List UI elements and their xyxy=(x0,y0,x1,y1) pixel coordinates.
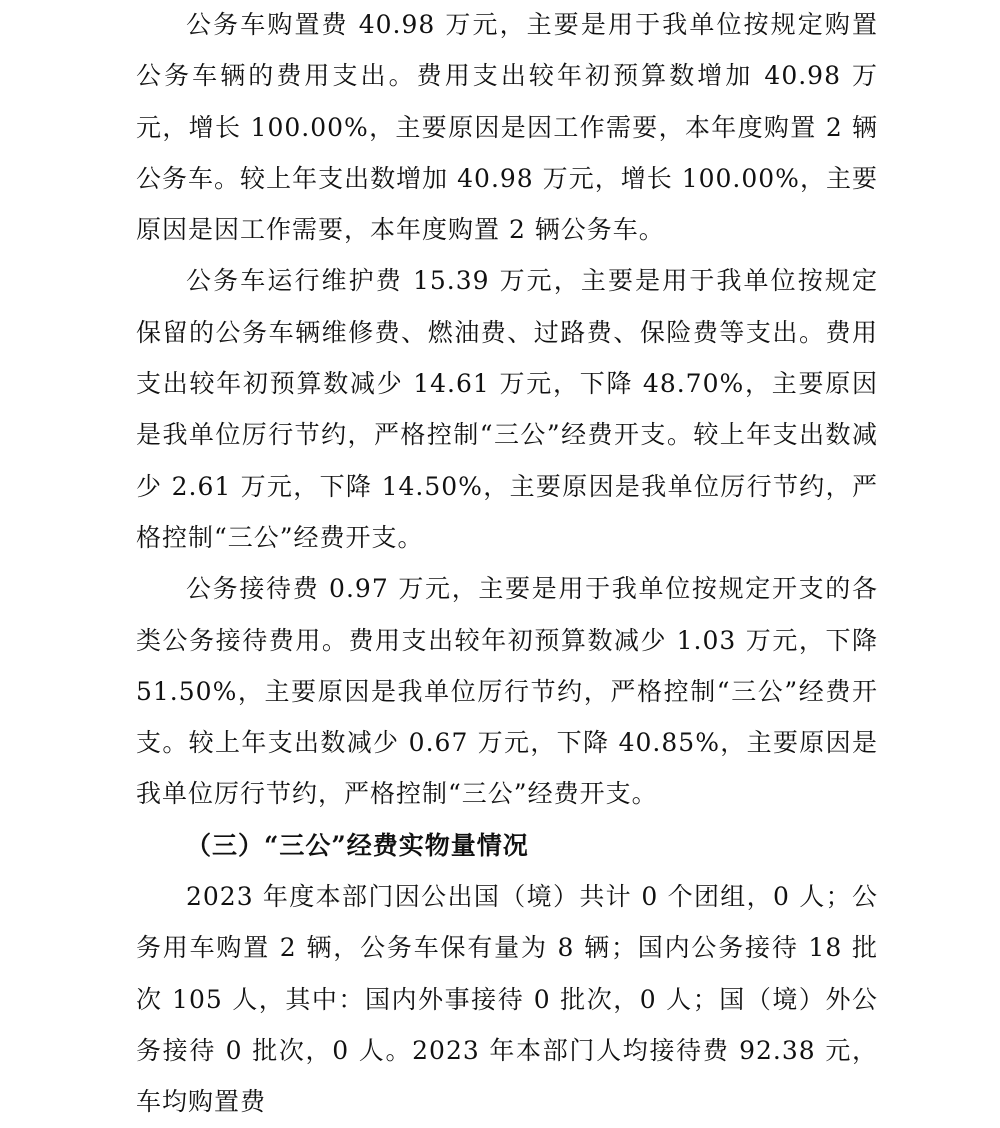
document-page xyxy=(136,0,878,1128)
paragraph-vehicle-maintenance: 公务车运行维护费 15.39 万元，主要是用于我单位按规定保留的公务车辆维修费、燃油费、过路费、保险费等支出。费用支出较年初预算数减少 14.61 万元，下降 48.70%，主要原因是我单位厉行节约，严格控制“三公”经费开支。较上年支出数减少 2.61 万元，下降 14.50%，主要原因是我单位厉行节约，严格控制“三公”经费开支。 xyxy=(136,266,878,552)
paragraph-reception-fee: 公务接待费 0.97 万元，主要是用于我单位按规定开支的各类公务接待费用。费用支出较年初预算数减少 1.03 万元，下降 51.50%，主要原因是我单位厉行节约，严格控制“三公”经费开支。较上年支出数减少 0.67 万元，下降 40.85%，主要原因是我单位厉行节约，严格控制“三公”经费开支。 xyxy=(136,574,878,809)
paragraph-physical-quantity: 2023 年度本部门因公出国（境）共计 0 个团组，0 人；公务用车购置 2 辆，公务车保有量为 8 辆；国内公务接待 18 批次 105 人，其中：国内外事接待 0 批次，0 人；国（境）外公务接待 0 批次，0 人。2023 年本部门人均接待费 92.38 元，车均购置费 xyxy=(136,882,878,1117)
paragraph-vehicle-purchase: 公务车购置费 40.98 万元，主要是用于我单位按规定购置公务车辆的费用支出。费用支出较年初预算数增加 40.98 万元，增长 100.00%，主要原因是因工作需要，本年度购置 2 辆公务车。较上年支出数增加 40.98 万元，增长 100.00%，主要原因是因工作需要，本年度购置 2 辆公务车。 xyxy=(136,10,878,245)
section-heading: （三）“三公”经费实物量情况 xyxy=(186,830,529,860)
